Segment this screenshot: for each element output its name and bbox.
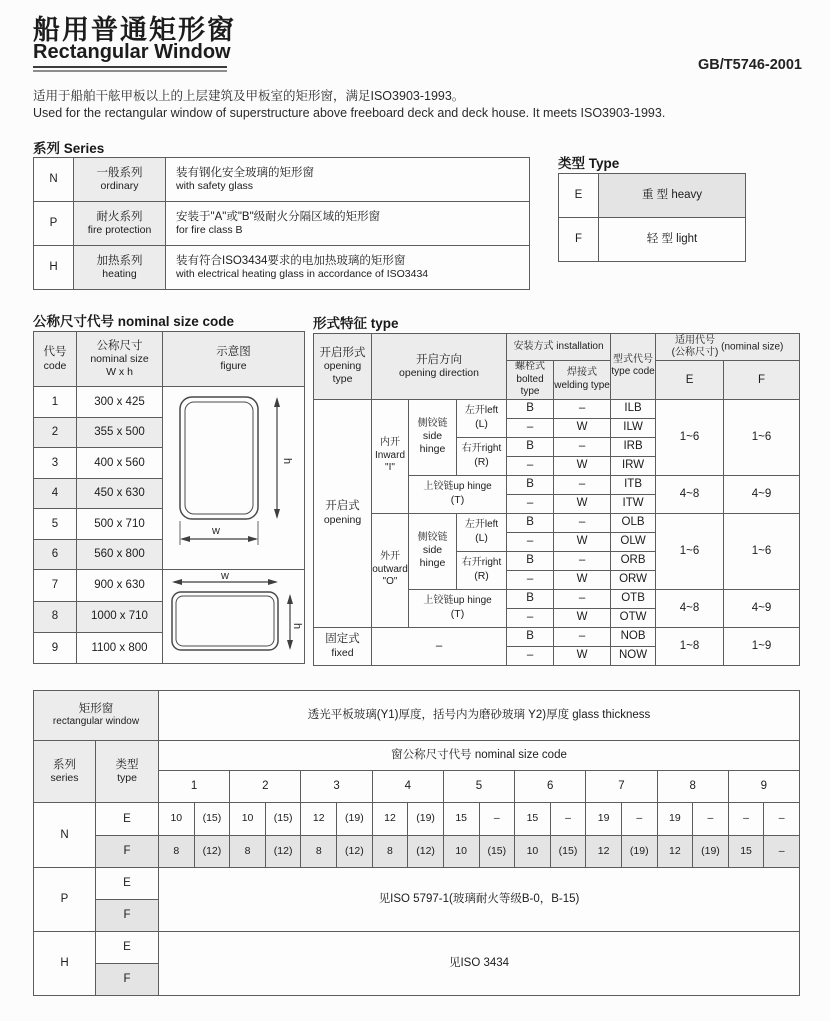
cell-bolt: B [507,437,554,456]
size-value: 560 x 800 [77,539,163,570]
size-value: 1000 x 710 [77,601,163,632]
glass-value: 12 [372,803,408,836]
direction-right: 右开right (R) [457,551,507,589]
cell-type-code: ITW [611,494,656,513]
cell-weld: W [554,418,611,437]
cell-weld: W [554,532,611,551]
glass-value: (15) [265,803,301,836]
cell-type-code: NOW [611,646,656,665]
nominal-size-table [33,331,305,664]
type-e: E [96,803,159,836]
header-applicable-codes: 适用代号 (公称尺寸) (nominal size) [656,334,800,361]
group-opening: 开启式 opening [314,399,372,627]
size-code-header: 3 [301,771,372,803]
size-code-header: 7 [586,771,657,803]
cell-type-code: IRW [611,456,656,475]
type-e: E [96,868,159,900]
glass-value: 12 [301,803,337,836]
cell-type-code: ORW [611,570,656,589]
type-f: F [96,964,159,996]
cell-bolt: B [507,399,554,418]
range-e: 4~8 [656,475,724,513]
series-desc: 装有符合ISO3434要求的电加热玻璃的矩形窗 with electrical heating glass in accordance of ISO3434 [166,246,530,290]
range-f: 1~9 [724,627,800,665]
size-code-header: 9 [728,771,799,803]
range-f: 1~6 [724,399,800,475]
series-table [33,157,530,290]
glass-value: (12) [194,836,230,868]
cell-weld: – [554,627,611,646]
glass-value: – [693,803,729,836]
range-f: 4~9 [724,475,800,513]
size-value: 300 x 425 [77,387,163,418]
size-code-header: 4 [372,771,443,803]
header-bolted: 螺栓式 bolted type [507,361,554,400]
group-side-hinge: 侧铰链 side hinge [409,513,457,589]
glass-value: 8 [372,836,408,868]
header-opening-direction: 开启方向 opening direction [372,334,507,400]
range-e: 1~6 [656,399,724,475]
size-code-header: 1 [159,771,230,803]
type-f: F [96,900,159,932]
h-series-note: 见ISO 3434 [159,932,800,996]
cell-weld: W [554,494,611,513]
series-code: P [34,202,74,246]
header-type-code: 型式代号 type code [611,334,656,400]
series-desc: 装有钢化安全玻璃的矩形窗 with safety glass [166,158,530,202]
type-label: 重 型 heavy [599,174,746,218]
title-underline [33,66,227,72]
glass-value: 19 [586,803,622,836]
cell-bolt: – [507,532,554,551]
header-opening-type: 开启形式 opening type [314,334,372,400]
series-n: N [34,803,96,868]
glass-value: 8 [301,836,337,868]
cell-weld: – [554,399,611,418]
glass-value: (19) [693,836,729,868]
cell-weld: W [554,646,611,665]
type-code: E [559,174,599,218]
group-side-hinge: 侧铰链 side hinge [409,399,457,475]
header-series: 系列 series [34,741,96,803]
cell-bolt: B [507,475,554,494]
glass-value: 12 [657,836,693,868]
fixed-direction-dash: – [372,627,507,665]
glass-value: 15 [443,803,479,836]
header-welding: 焊接式 welding type [554,361,611,400]
series-h: H [34,932,96,996]
header-type: 类型 type [96,741,159,803]
header-installation: 安装方式 installation [507,334,611,361]
cell-type-code: OTB [611,589,656,608]
series-name: 加热系列 heating [74,246,166,290]
size-value: 900 x 630 [77,570,163,601]
cell-bolt: – [507,418,554,437]
cell-weld: – [554,513,611,532]
thickness-note: 透光平板玻璃(Y1)厚度，括号内为磨砂玻璃 Y2)厚度 glass thickness [159,691,800,741]
range-e: 1~8 [656,627,724,665]
size-code-header: 5 [443,771,514,803]
glass-value: – [728,803,764,836]
cell-bolt: – [507,646,554,665]
cell-bolt: – [507,494,554,513]
group-fixed: 固定式 fixed [314,627,372,665]
size-code: 6 [34,539,77,570]
direction-up-hinge: 上铰链up hinge (T) [409,589,507,627]
range-f: 1~6 [724,513,800,589]
size-code: 5 [34,509,77,540]
portrait-window-figure [164,387,304,565]
glass-value: 10 [159,803,195,836]
glass-value: – [764,803,800,836]
cell-type-code: OLW [611,532,656,551]
series-name: 一般系列 ordinary [74,158,166,202]
glass-thickness-table [33,690,800,996]
glass-value: (19) [337,803,373,836]
size-value: 400 x 560 [77,448,163,479]
glass-value: (12) [337,836,373,868]
cell-bolt: B [507,551,554,570]
w-dimension-label: w [220,570,229,583]
series-name: 耐火系列 fire protection [74,202,166,246]
cell-type-code: ITB [611,475,656,494]
intro-zh: 适用于船舶干舷甲板以上的上层建筑及甲板室的矩形窗，满足ISO3903-1993。 [33,89,465,103]
cell-bolt: – [507,456,554,475]
standard-code: GB/T5746-2001 [698,57,802,73]
size-value: 355 x 500 [77,417,163,448]
size-code: 4 [34,478,77,509]
cell-weld: – [554,475,611,494]
cell-weld: – [554,551,611,570]
type-code: F [559,218,599,262]
w-dimension-label: w [211,525,220,537]
corner-rectangular-window: 矩形窗 rectangular window [34,691,159,741]
glass-value: 12 [586,836,622,868]
header-col-f: F [724,361,800,400]
glass-value: – [621,803,657,836]
size-code: 9 [34,632,77,663]
col-header-figure: 示意图 figure [163,332,305,387]
size-code-header: 8 [657,771,728,803]
direction-left: 左开left (L) [457,513,507,551]
glass-value: – [479,803,515,836]
col-header-size: 公称尺寸 nominal size W x h [77,332,163,387]
nominal-heading: 公称尺寸代号 nominal size code [33,314,235,329]
opening-heading: 形式特征 type [313,316,399,331]
cell-bolt: – [507,608,554,627]
cell-weld: W [554,608,611,627]
size-value: 450 x 630 [77,478,163,509]
range-f: 4~9 [724,589,800,627]
cell-type-code: IRB [611,437,656,456]
glass-value: (19) [408,803,444,836]
size-value: 500 x 710 [77,509,163,540]
direction-right: 右开right (R) [457,437,507,475]
group-outward: 外开 outward "O" [372,513,409,627]
glass-value: (19) [621,836,657,868]
type-e: E [96,932,159,964]
series-desc: 安装于"A"或"B"级耐火分隔区域的矩形窗 for fire class B [166,202,530,246]
cell-type-code: NOB [611,627,656,646]
cell-weld: W [554,570,611,589]
group-inward: 内开 Inward "I" [372,399,409,513]
glass-value: (12) [408,836,444,868]
cell-weld: – [554,437,611,456]
header-col-e: E [656,361,724,400]
cell-bolt: B [507,589,554,608]
series-code: H [34,246,74,290]
cell-type-code: ORB [611,551,656,570]
glass-value: 10 [443,836,479,868]
cell-type-code: ILB [611,399,656,418]
type-heading: 类型 Type [558,156,620,171]
glass-value: (12) [265,836,301,868]
size-code: 1 [34,387,77,418]
p-series-note: 见ISO 5797-1(玻璃耐火等级B-0，B-15) [159,868,800,932]
landscape-window-figure-cell [163,570,305,663]
direction-up-hinge: 上铰链up hinge (T) [409,475,507,513]
cell-bolt: B [507,513,554,532]
size-code: 3 [34,448,77,479]
glass-value: 19 [657,803,693,836]
size-code: 2 [34,417,77,448]
glass-value: (15) [194,803,230,836]
page-title-zh: 船用普通矩形窗 [33,15,236,45]
glass-value: 10 [515,836,551,868]
intro-en: Used for the rectangular window of superstructure above freeboard deck and deck house. It meets ISO3903-1993. [33,106,666,120]
glass-value: 10 [230,803,266,836]
type-table [558,173,746,262]
glass-value: 8 [230,836,266,868]
cell-type-code: OTW [611,608,656,627]
glass-value: 15 [515,803,551,836]
glass-value: – [764,836,800,868]
size-code-header: 6 [515,771,586,803]
glass-value: (15) [550,836,586,868]
cell-weld: – [554,589,611,608]
col-header-code: 代号 code [34,332,77,387]
series-p: P [34,868,96,932]
range-e: 1~6 [656,513,724,589]
series-code: N [34,158,74,202]
cell-bolt: B [507,627,554,646]
glass-value: 15 [728,836,764,868]
portrait-window-figure-cell [163,387,305,570]
type-f: F [96,836,159,868]
h-dimension-label: h [290,623,303,630]
direction-left: 左开left (L) [457,399,507,437]
type-label: 轻 型 light [599,218,746,262]
size-code: 7 [34,570,77,601]
glass-value: – [550,803,586,836]
opening-type-table [313,333,800,666]
header-size-code: 窗公称尺寸代号 nominal size code [159,741,800,771]
size-code-header: 2 [230,771,301,803]
glass-value: (15) [479,836,515,868]
page-title-en: Rectangular Window [33,41,231,63]
cell-type-code: OLB [611,513,656,532]
glass-value: 8 [159,836,195,868]
size-code: 8 [34,601,77,632]
size-value: 1100 x 800 [77,632,163,663]
h-dimension-label: h [280,458,293,465]
cell-bolt: – [507,570,554,589]
landscape-window-figure [164,570,304,658]
series-heading: 系列 Series [33,141,105,156]
cell-weld: W [554,456,611,475]
cell-type-code: ILW [611,418,656,437]
range-e: 4~8 [656,589,724,627]
